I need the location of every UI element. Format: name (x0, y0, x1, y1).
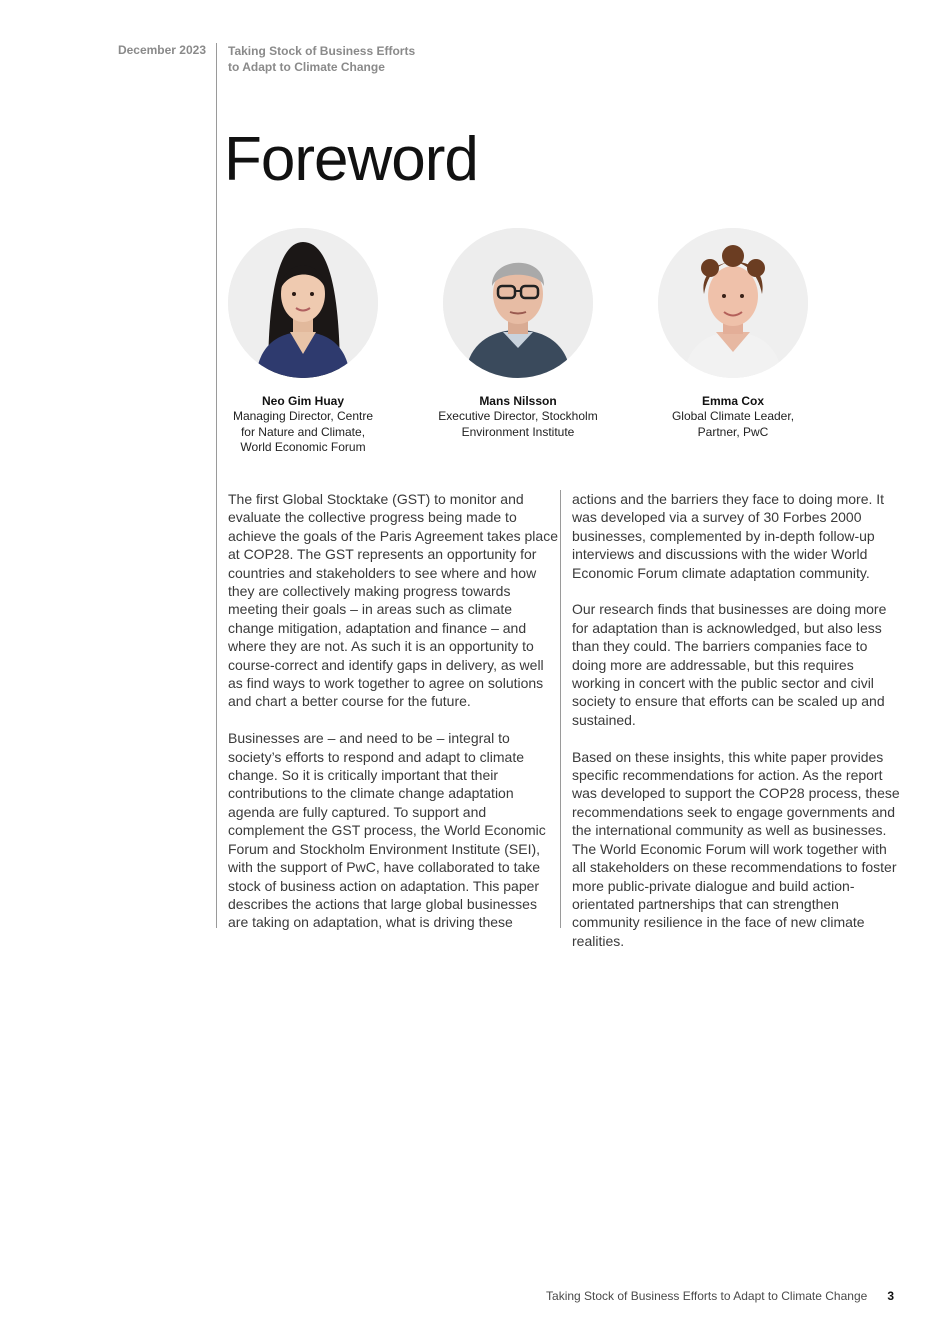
author-photo (443, 228, 593, 378)
body-column-right (572, 490, 902, 969)
page-number: 3 (887, 1289, 894, 1303)
body-paragraph: Businesses are – and need to be – integral to society’s efforts to respond and adapt to climate change. So it is critically important that their contributions to the climate change adaptation agenda are fully captured. To support and complement the GST process, the World Economic Forum and Stockholm Environment Institute (SEI), with the support of PwC, have collaborated to take stock of business action on adaptation. This paper describes the actions that large global businesses are taking on adaptation, what is driving these (228, 730, 546, 931)
author-name: Mans Nilsson (479, 394, 557, 408)
author-card (208, 228, 398, 456)
author-role: Executive Director, Stockholm Environment Institute (438, 409, 598, 439)
author-portrait-illustration (443, 228, 593, 378)
body-column-left (228, 490, 558, 950)
author-role: Managing Director, Centre for Nature and Climate, World Economic Forum (232, 409, 374, 454)
author-name: Neo Gim Huay (261, 394, 345, 408)
vertical-rule (216, 43, 217, 928)
body-paragraph: The first Global Stocktake (GST) to monitor and evaluate the collective progress being made to achieve the goals of the Paris Agreement takes place at COP28. The GST represents an opportunity for countries and stakeholders to see where and how they are collectively making progress towards meeting their goals – in areas such as climate change mitigation, adaptation and finance – and where they are not. As such it is an opportunity to course-correct and identify gaps in delivery, as well as find ways to work together to agree on solutions and chart a better course for the future. (228, 491, 558, 710)
author-card (423, 228, 613, 440)
footer (546, 1289, 894, 1303)
column-divider (560, 490, 561, 928)
body-paragraph: actions and the barriers they face to doing more. It was developed via a survey of 30 Forbes 2000 businesses, complemented by in-depth follow-up interviews and discussions with the wider World Economic Forum climate adaptation community. (572, 491, 885, 581)
body-paragraph: Based on these insights, this white paper provides specific recommendations for action. As the report was developed to support the COP28 process, these recommendations seek to engage governments and the international community as well as businesses. The World Economic Forum will work together with all stakeholders on these recommendations to foster more public-private dialogue and build action-orientated partnerships that can strengthen community resilience in the face of new climate realities. (572, 748, 900, 949)
body-paragraph: Our research finds that businesses are doing more for adaptation than is acknowledged, but also less than they could. The barriers companies face to doing more are addressable, but this requires working in concert with the public sector and civil society to ensure that efforts can be scaled up and sustained. (572, 601, 887, 728)
header-date: December 2023 (117, 43, 206, 57)
header-title (228, 43, 415, 75)
author-portrait-illustration (228, 228, 378, 378)
author-photo (658, 228, 808, 378)
author-role: Global Climate Leader, Partner, PwC (671, 409, 795, 439)
author-name: Emma Cox (701, 394, 765, 408)
header-title-line-2: to Adapt to Climate Change (228, 60, 385, 74)
author-portrait-illustration (658, 228, 808, 378)
page-title: Foreword (224, 125, 478, 194)
footer-title: Taking Stock of Business Efforts to Adapt to Climate Change (546, 1289, 868, 1303)
author-photo (228, 228, 378, 378)
author-card (638, 228, 828, 440)
header-title-line-1: Taking Stock of Business Efforts (228, 44, 416, 58)
